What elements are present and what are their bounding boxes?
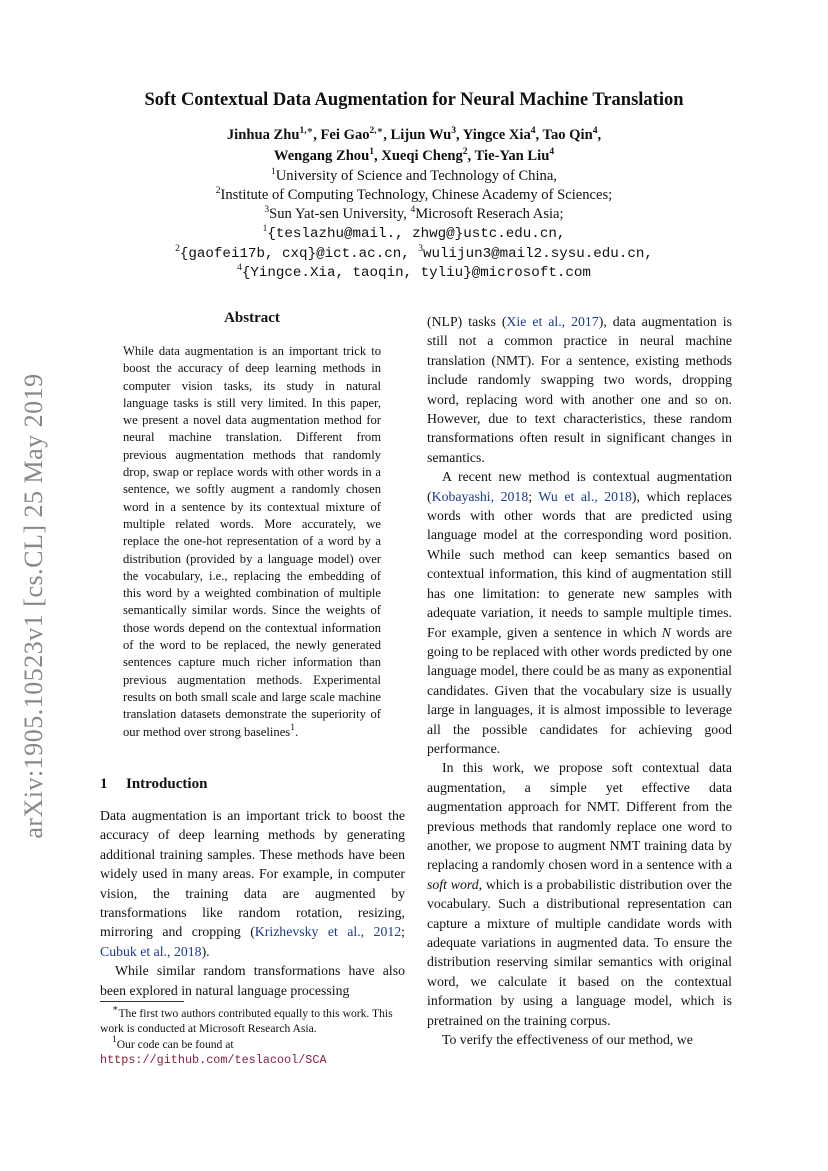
author: Jinhua Zhu: [226, 127, 300, 143]
emphasis: soft word: [427, 876, 479, 892]
author-sup: 1: [369, 147, 374, 157]
author-sup: 2: [462, 147, 468, 157]
paper-title: Soft Contextual Data Augmentation for Neural Machine Translation: [144, 90, 684, 110]
paragraph: [427, 758, 732, 1030]
paragraph-text: ), data augmentation is still not a common practice in neural machine translation (NMT). For a sentence, existing methods include randomly swapping two words, dropping word, replacing word with another one and so on. However, due to text characteristics, these random transformations often result in significant changes in semantics.: [427, 314, 732, 465]
section-number: 1: [100, 776, 108, 792]
paragraph: [100, 806, 405, 961]
author: Tao Qin: [542, 127, 593, 143]
abstract-end: .: [294, 724, 299, 739]
author: Lijun Wu: [390, 127, 452, 143]
abstract-heading: Abstract: [224, 310, 280, 326]
author-sup: 2,∗: [369, 126, 384, 136]
email-text: wulijun3@mail2.sysu.edu.cn,: [423, 246, 653, 262]
paragraph-text: In this work, we propose soft contextual data augmentation, a simple yet effective data augmentation approach for NMT. Different from the previous methods that randomly replace one word to another, we propose to augment NMT training data by replacing a randomly chosen word in a sentence with a: [427, 760, 732, 873]
abstract-text: While data augmentation is an important trick to boost the accuracy of deep learning methods in computer vision tasks, its study in natural language tasks is still very limited. In this paper, we present a novel data augmentation method for neural machine translation. Different from previous augmentation methods that randomly drop, swap or replace words with other words in a sentence, we softly augment a randomly chosen word in a sentence by its contextual mixture of multiple related words. More accurately, we replace the one-hot representation of a word by a distribution (provided by a language model) over the vocabulary, i.e., replacing the embedding of this word by a weighted combination of multiple semantically similar words. Since the weights of those words depend on the contextual information of the word to be replaced, the newly generated sentences capture much richer information than previous augmentation methods. Experimental results on both small scale and large scale machine translation datasets demonstrate the superiority of our method over strong baselines: [123, 344, 381, 739]
section-title: Introduction: [126, 776, 208, 792]
citation-link[interactable]: Cubuk et al., 2018: [100, 943, 202, 959]
author-line-2: Wengang Zhou$^1$, Xueqi Cheng$^2$, Tie-Yan Liu$^4$: [273, 147, 555, 164]
email-line-1: [0, 225, 828, 242]
paragraph-text: words are going to be replaced with other words predicted by one language model, there could be as many as exponential candidates. Given that the vocabulary size is usually large in languages, it is almost impossible to leverage all the possible candidates for achieving good performance.: [427, 624, 732, 756]
email-line-3: [0, 264, 828, 281]
affiliation-2: [0, 187, 828, 204]
citation-link[interactable]: Xie et al., 2017: [506, 314, 599, 329]
author: Xueqi Cheng: [381, 148, 463, 164]
citation-link[interactable]: Krizhevsky et al., 2012: [254, 924, 402, 940]
affiliation-text: Institute of Computing Technology, Chinese Academy of Sciences;: [220, 187, 613, 203]
paragraph: While similar random transformations have also been explored in natural language processing: [100, 963, 405, 998]
citation-link[interactable]: Wu et al., 2018: [538, 488, 632, 504]
affiliation-text: University of Science and Technology of China,: [275, 168, 557, 184]
author-sup: 1,∗: [299, 126, 314, 136]
email-sup: 2: [175, 244, 180, 254]
email-sup: 4: [237, 263, 242, 273]
affiliation-sup: 4: [410, 205, 416, 215]
affiliation-sup: 2: [215, 186, 221, 196]
footnote-mark: 1: [112, 1034, 117, 1045]
affiliation-3: [0, 206, 828, 223]
affiliation-sup: 1: [271, 167, 276, 177]
email-line-2: [0, 245, 828, 262]
arxiv-identifier-text: arXiv:1905.10523v1 [cs.CL] 25 May 2019: [19, 373, 48, 839]
email-sup: 3: [418, 244, 423, 254]
footnote: [100, 1034, 405, 1069]
footnote-text: The first two authors contributed equally to this work. This work is conducted at Microsoft Research Asia.: [100, 1007, 393, 1036]
citation-link[interactable]: Kobayashi, 2018: [431, 488, 529, 504]
paragraph-text: ;: [528, 488, 539, 504]
paragraph-text: , which is a probabilistic distribution over the vocabulary. Such a distributional representation can capture a mixture of multiple candidate words with adequate variations in augmented data. To ensure the distribution reserving similar semantics with original word, we calculate it based on the contextual information by using a language model, which is pretrained on the training corpus.: [427, 876, 732, 1028]
paragraph: [427, 312, 732, 467]
email-text: {Yingce.Xia, taoqin, tyliu}@microsoft.com: [241, 265, 591, 281]
arxiv-identifier: [12, 356, 56, 856]
author-sup: 4: [592, 126, 598, 136]
paragraph: To verify the effectiveness of our method, we: [442, 1032, 693, 1048]
affiliation-text: Microsoft Reserach Asia;: [415, 206, 564, 222]
section-heading: [100, 776, 207, 793]
abstract-body: [123, 343, 381, 741]
paragraph: [427, 467, 732, 758]
paragraph-text: ).: [201, 943, 210, 959]
code-url-link[interactable]: https://github.com/teslacool/SCA: [100, 1053, 327, 1068]
email-sup: 1: [262, 224, 268, 234]
footnote-mark: 1: [290, 722, 295, 733]
author: Tie-Yan Liu: [474, 148, 550, 164]
email-text: {gaofei17b, cxq}@ict.ac.cn,: [179, 246, 419, 262]
author-line-1: Jinhua Zhu$^{1,∗}$, Fei Gao$^{2,∗}$, Lijun Wu$^3$, Yingce Xia$^4$, Tao Qin$^4$,: [226, 126, 602, 143]
left-column-body: [100, 806, 405, 1000]
author-sup: 3: [451, 126, 457, 136]
footnote: [100, 1006, 405, 1037]
footnote-text: Our code can be found at: [116, 1037, 234, 1051]
affiliation-1: [0, 168, 828, 185]
paragraph-text: Data augmentation is an important trick to boost the accuracy of deep learning methods by generating additional training samples. These methods have been widely used in many areas. For example, in computer vision, the training data are augmented by transformations like random rotation, resizing, mirroring and cropping (: [100, 808, 405, 940]
paragraph-text: ), which replaces words with other words that are predicted using language model at the corresponding word position. While such method can keep semantics based on contextual information, this kind of augmentation still has one limitation: to generate new samples with adequate variation, it needs to sample multiple times. For example, given a sentence in which: [427, 488, 732, 640]
footnote-rule: [100, 1001, 184, 1002]
right-column-body: [427, 312, 732, 1049]
paragraph-text: (NLP) tasks (: [427, 314, 507, 329]
author-sup: 4: [530, 126, 536, 136]
email-text: {teslazhu@mail., zhwg@}ustc.edu.cn,: [267, 226, 566, 242]
math-variable: N: [661, 624, 671, 640]
affiliation-sup: 3: [264, 205, 270, 215]
affiliation-text: Sun Yat-sen University,: [269, 206, 411, 222]
footnote-mark: ∗: [112, 1004, 119, 1014]
author-sup: 4: [549, 147, 555, 157]
paragraph-text: A recent new method is contextual augmentation (: [427, 469, 732, 504]
footnotes: [100, 1006, 405, 1069]
paragraph-text: ;: [401, 924, 405, 940]
author: Wengang Zhou: [273, 148, 370, 164]
author: Yingce Xia: [462, 127, 531, 143]
author: Fei Gao: [320, 127, 370, 143]
